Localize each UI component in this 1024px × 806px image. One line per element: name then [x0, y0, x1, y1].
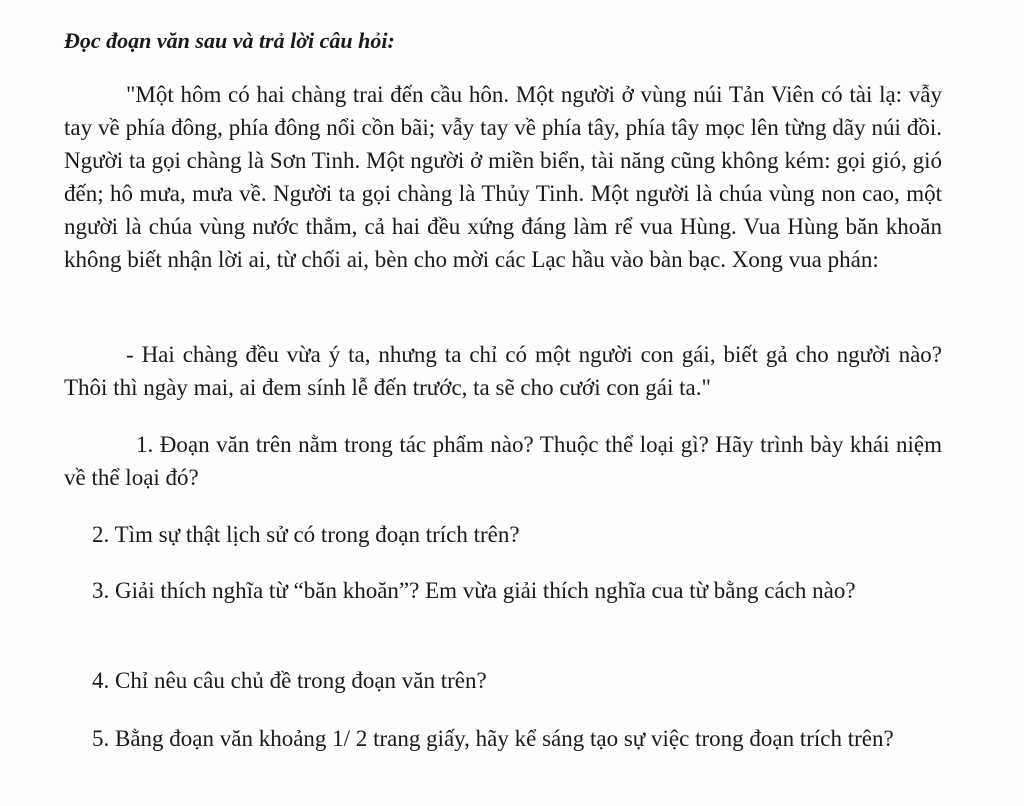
passage-paragraph-2: - Hai chàng đều vừa ý ta, nhưng ta chỉ có một người con gái, biết gả cho người nào? Thôi thì ngày mai, ai đem sính lễ đến trước, ta sẽ cho cưới con gái ta." — [64, 342, 942, 400]
question-1: 1. Đoạn văn trên nằm trong tác phẩm nào? Thuộc thể loại gì? Hãy trình bày khái niệm về thể loại đó? — [64, 432, 942, 490]
passage-paragraph-1: "Một hôm có hai chàng trai đến cầu hôn. Một người ở vùng núi Tản Viên có tài lạ: vẫy tay về phía đông, phía đông nổi cồn bãi; vẫy tay về phía tây, phía tây mọc lên từng dãy núi đồi. Người ta gọi chàng là Sơn Tinh. Một người ở miền biển, tài năng cũng không kém: gọi gió, gió đến; hô mưa, mưa về. Người ta gọi chàng là Thủy Tinh. Một người là chúa vùng non cao, một người là chúa vùng nước thẳm, cả hai đều xứng đáng làm rể vua Hùng. Vua Hùng băn khoăn không biết nhận lời ai, từ chối ai, bèn cho mời các Lạc hầu vào bàn bạc. Xong vua phán: — [64, 82, 942, 272]
question-3: 3. Giải thích nghĩa từ “băn khoăn”? Em vừa giải thích nghĩa cua từ bằng cách nào? — [92, 578, 856, 603]
instruction-heading: Đọc đoạn văn sau và trả lời câu hỏi: — [64, 28, 395, 53]
question-2: 2. Tìm sự thật lịch sử có trong đoạn trích trên? — [92, 522, 520, 547]
question-5: 5. Bằng đoạn văn khoảng 1/ 2 trang giấy, hãy kể sáng tạo sự việc trong đoạn trích trên? — [92, 726, 894, 751]
question-4: 4. Chỉ nêu câu chủ đề trong đoạn văn trên? — [92, 668, 487, 693]
